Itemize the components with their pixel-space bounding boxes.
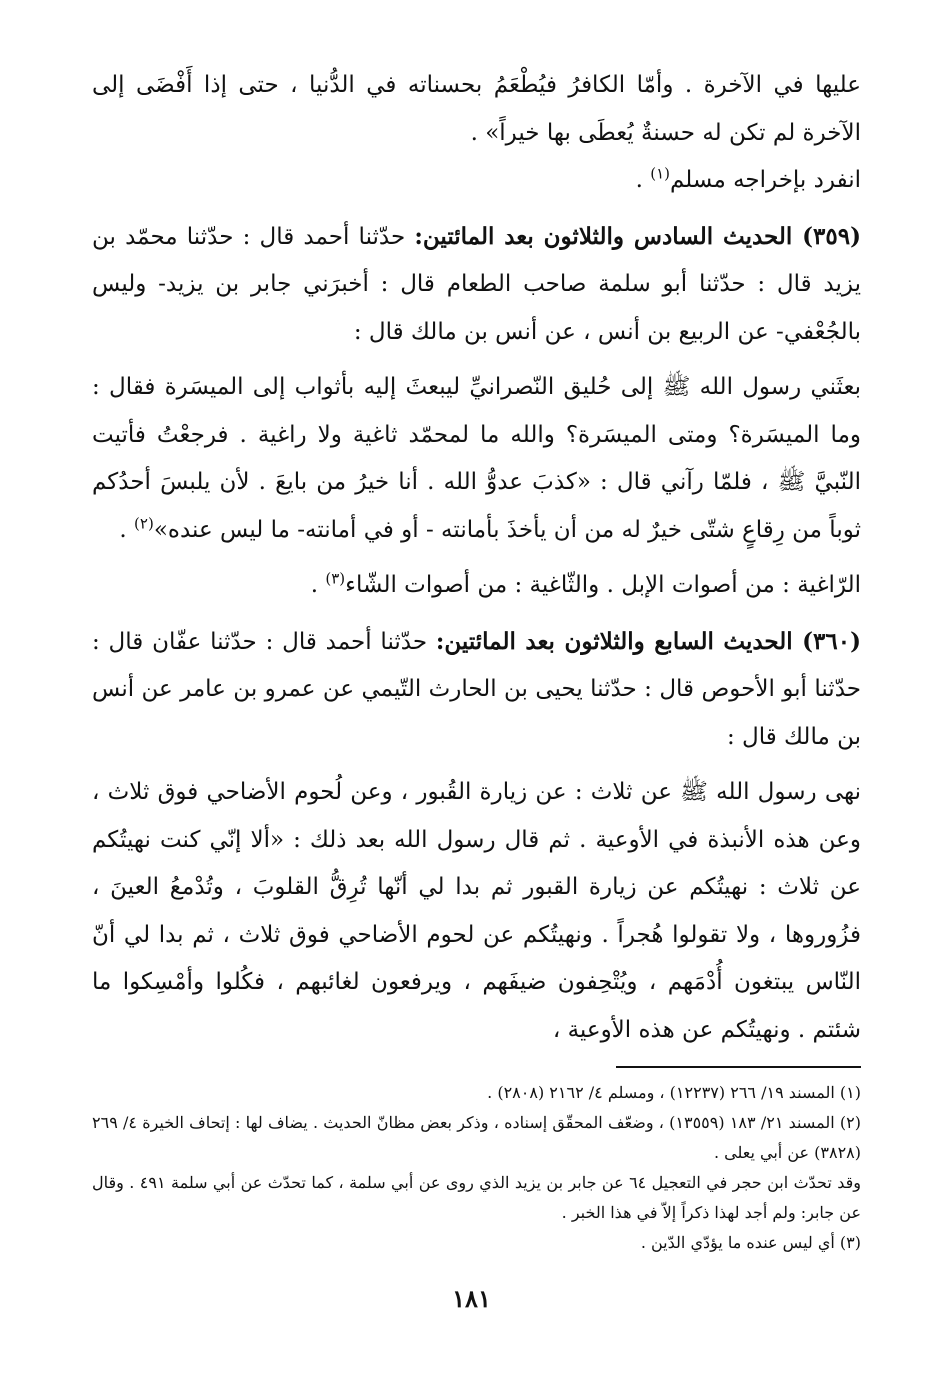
hadith-359-matn-end: . — [119, 516, 135, 543]
footnote-marker-2: (٢) — [134, 513, 154, 532]
footnotes — [92, 1078, 861, 1258]
footnote-3: (٣) أي ليس عنده ما يؤدّي الدّين . — [640, 1233, 861, 1252]
footnote-2-continuation: وقد تحدّث ابن حجر في التعجيل ٦٤ عن جابر بن يزيد الذي روى عن أبي سلمة ، كما تحدّث عن أبي سلمة ٤٩١ . وقال عن جابر: ولم أجد لهذا ذكراً إلاّ في هذا الخبر . — [92, 1173, 862, 1222]
footnote-marker-1: (١) — [650, 164, 670, 183]
hadith-360-isnad-text: حدّثنا أحمد قال : حدّثنا عفّان قال : حدّثنا أبو الأحوص قال : حدّثنا يحيى بن الحارث التّيمي عن عمرو بن عامر عن أنس بن مالك قال : — [92, 628, 861, 750]
attribution-end: . — [635, 167, 651, 193]
gloss-text: الرّاغية : من أصوات الإبل . والثّاغية : من أصوات الشّاء — [345, 572, 861, 598]
hadith-359-isnad-text: حدّثنا أحمد قال : حدّثنا محمّد بن يزيد قال : حدّثنا أبو سلمة صاحب الطعام قال : أخبرَني جابر بن يزيد- وليس بالجُعْفي- عن الربيع بن أنس ، عن أنس بن مالك قال : — [92, 223, 861, 345]
hadith-360-isnad — [92, 618, 861, 762]
main-text — [92, 62, 861, 1054]
paragraph-attribution — [92, 157, 861, 205]
hadith-359-matn-text: بعثَني رسول الله ﷺ إلى حُليق النّصرانيِّ ليبعثَ إليه بأثواب إلى الميسَرة فقال : وما الميسَرة؟ ومتى الميسَرة؟ والله ما لمحمّد ثاغية ولا راغية . فرجعْتُ فأتيت النّبيَّ ﷺ ، فلمّا رآني قال : «كذبَ عدوُّ الله . أنا خيرُ من بايعَ . لأن يلبسَ أحدُكم ثوباً من رِقاعٍ شتّى خيرٌ له من أن يأخذَ بأمانته - أو في أمانته- ما ليس عنده» — [92, 374, 861, 543]
hadith-359-matn — [92, 364, 861, 554]
hadith-359-title: (٣٥٩) الحديث السادس والثلاثون بعد المائتين: — [414, 222, 861, 250]
hadith-359-isnad — [92, 213, 861, 357]
hadith-360-title: (٣٦٠) الحديث السابع والثلاثون بعد المائتين: — [435, 627, 861, 655]
paragraph-continuation: عليها في الآخرة . وأمّا الكافرُ فيُطْعَمُ بحسناته في الدُّنيا ، حتى إذا أَفْضَى إلى الآخرة لم تكن له حسنةٌ يُعطَى بها خيراً» . — [92, 72, 861, 146]
page-number: ١٨١ — [452, 1284, 491, 1313]
hadith-360-matn: نهى رسول الله ﷺ عن ثلاث : عن زيارة القُبور ، وعن لُحوم الأضاحي فوق ثلاث ، وعن هذه الأنبذة في الأوعية . ثم قال رسول الله بعد ذلك : «ألا إنّي كنت نهيتُكم عن ثلاث : نهيتُكم عن زيارة القبور ثم بدا لي أنّها تُرِقُّ القلوبَ ، وتُدْمعُ العينَ ، فزُوروها ، ولا تقولوا هُجراً . ونهيتُكم عن لحوم الأضاحي فوق ثلاث ، ثم بدا لي أنّ النّاس يبتغون أُدْمَهم ، ويُتْحِفون ضيفَهم ، ويرفعون لغائبهم ، فكُلوا وأمْسِكوا ما شئتم . ونهيتُكم عن هذه الأوعية ، — [92, 779, 861, 1043]
gloss-end: . — [310, 572, 326, 598]
footnote-divider — [616, 1066, 861, 1068]
footnote-2: (٢) المسند ٢١/ ١٨٣ (١٣٥٥٩) ، وضعّف المحقّق إسناده ، وذكر بعض مظانّ الحديث . يضاف لها : إتحاف الخيرة ٤/ ٢٦٩ (٣٨٢٨) عن أبي يعلى . — [92, 1113, 861, 1162]
footnote-marker-3: (٣) — [325, 569, 346, 588]
gloss-paragraph — [92, 562, 861, 610]
attribution-text: انفرد بإخراجه مسلم — [670, 167, 861, 193]
footnote-1: (١) المسند ١٩/ ٢٦٦ (١٢٢٣٧) ، ومسلم ٤/ ٢١٦٢ (٢٨٠٨) . — [487, 1083, 861, 1102]
